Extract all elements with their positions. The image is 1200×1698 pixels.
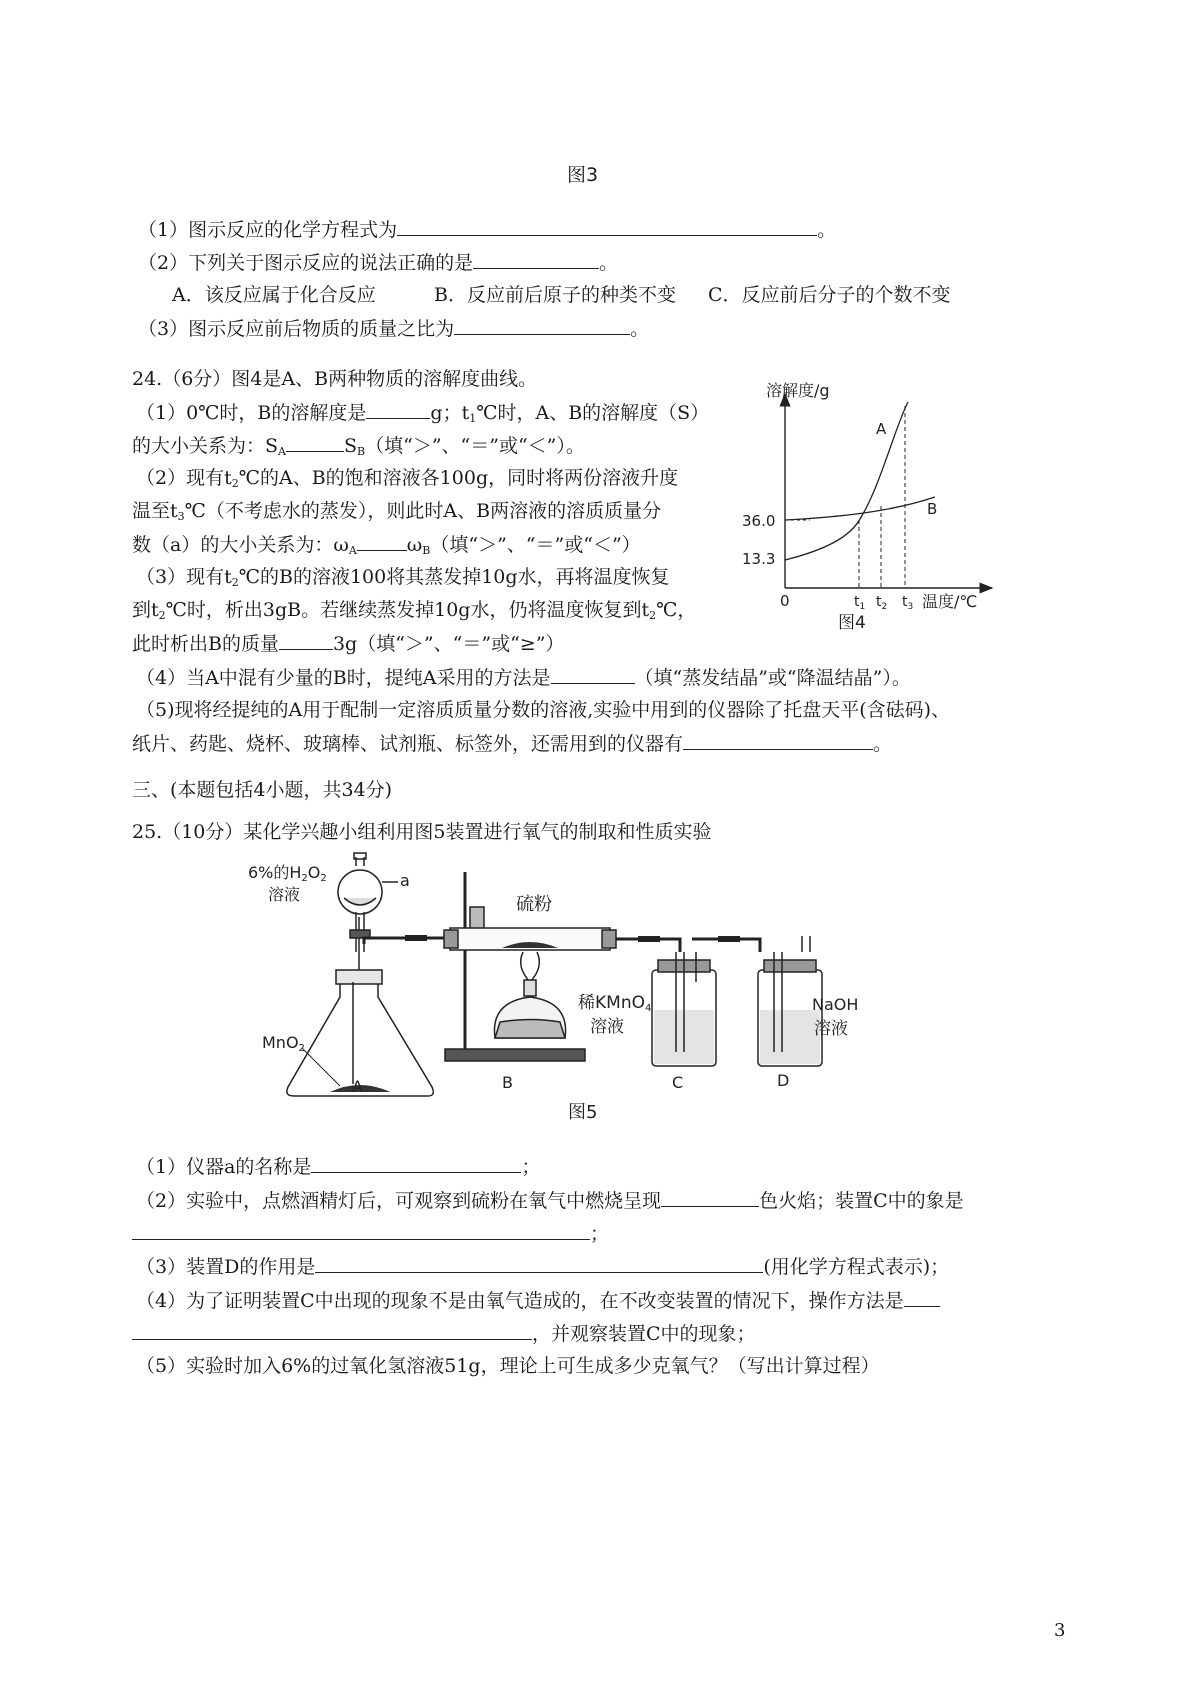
q24-line3-text: （2）现有t	[136, 467, 232, 489]
q24-line7-text-b: ℃时，析出3gB。若继续蒸发掉10g水，仍将温度恢复到t	[165, 599, 650, 621]
q25-part2-cont	[132, 1221, 609, 1246]
q24-line7-text-c: ℃，	[656, 599, 697, 621]
y-tick-13: 13.3	[742, 550, 776, 568]
page-number: 3	[1054, 1620, 1066, 1641]
erlenmeyer-flask-a	[287, 917, 433, 1096]
figure-5-apparatus	[240, 852, 880, 1132]
q23-part2	[138, 250, 618, 275]
q24-line6-text-b: ℃的B的溶液100将其蒸发掉10g水，再将温度恢复	[238, 566, 670, 588]
answer-blank[interactable]	[286, 433, 344, 452]
q24-line8-text-b: 3g（填“＞”、“＝”或“≥”）	[332, 633, 565, 655]
q24-line11	[132, 731, 892, 756]
curve-a	[785, 402, 908, 560]
q25-part1-text: （1）仪器a的名称是	[136, 1156, 312, 1178]
t3-label: $t_3$	[902, 594, 914, 612]
label-d-apparatus: D	[777, 1071, 790, 1090]
rubber-joint	[405, 935, 427, 941]
rubber-joint	[638, 936, 660, 942]
answer-blank[interactable]	[132, 1221, 590, 1240]
q24-line11-text: 纸片、药匙、烧杯、玻璃棒、试剂瓶、标签外，还需用到的仪器有	[132, 733, 684, 755]
q24-line1-text-c: ℃时，A、B的溶解度（S）	[476, 402, 710, 424]
figure-3-caption: 图3	[567, 164, 599, 186]
answer-blank[interactable]	[473, 250, 599, 269]
subscript: B	[422, 544, 431, 557]
curve-b	[785, 497, 938, 520]
q24-line8-text: 此时析出B的质量	[132, 633, 279, 655]
label-c-apparatus: C	[672, 1073, 684, 1092]
q25-part3-text: （3）装置D的作用是	[136, 1256, 316, 1278]
q24-line2-text-c: （填“＞”、“＝”或“＜”）。	[365, 435, 585, 457]
answer-blank[interactable]	[661, 1188, 759, 1207]
q25-part4	[136, 1288, 940, 1313]
mno2-pointer	[302, 1048, 340, 1086]
naoh-label: NaOH	[812, 995, 859, 1014]
figure-4-solubility-chart	[730, 372, 1020, 642]
h2o2-label-2: 溶液	[268, 885, 301, 904]
answer-blank[interactable]	[683, 731, 873, 750]
subscript: A	[348, 544, 357, 557]
y-tick-36: 36.0	[742, 512, 776, 530]
h2o2-label: 6%的H2O2	[248, 863, 327, 884]
q24-line9-text: （4）当A中混有少量的B时，提纯A采用的方法是	[136, 667, 551, 689]
naoh-label-2: 溶液	[814, 1019, 848, 1039]
q23-option-a: A．该反应属于化合反应	[172, 284, 376, 306]
y-axis-label: 溶解度/g	[766, 381, 830, 400]
q24-line2-text-b: S	[343, 435, 358, 457]
q25-part3	[136, 1254, 949, 1279]
q23-part3-text: （3）图示反应前后物质的质量之比为	[138, 318, 455, 340]
answer-blank[interactable]	[315, 1254, 763, 1273]
q24-line4-text-b: ℃（不考虑水的蒸发），则此时A、B两溶液的溶质质量分	[184, 500, 662, 522]
subscript: 3	[177, 510, 185, 523]
figure-4-caption: 图4	[838, 613, 866, 633]
q24-line7-text: 到t	[132, 599, 159, 621]
answer-blank[interactable]	[279, 631, 333, 650]
subscript: 2	[158, 609, 166, 622]
gas-bottle-c	[652, 952, 716, 1066]
kmno4-label-2: 溶液	[590, 1017, 624, 1037]
q24-line5-text-b: ω	[406, 534, 423, 556]
q25-part2-end: ；	[590, 1223, 610, 1245]
spirit-lamp	[494, 952, 565, 1038]
q25-part4-cont	[132, 1321, 756, 1346]
q24-line6	[136, 565, 670, 595]
q24-heading: 24.（6分）图4是A、B两种物质的溶解度曲线。	[132, 368, 538, 390]
q23-option-c: C．反应前后分子的个数不变	[708, 284, 951, 306]
answer-blank[interactable]	[397, 217, 817, 236]
q25-part3-end: (用化学方程式表示)；	[763, 1256, 950, 1278]
q24-line2-text: 的大小关系为：S	[132, 435, 279, 457]
q25-part2-text: （2）实验中，点燃酒精灯后，可观察到硫粉在氧气中燃烧呈现	[136, 1190, 662, 1212]
q23-part1-end: 。	[817, 219, 837, 241]
label-b-apparatus: B	[502, 1073, 513, 1092]
q24-line3-text-b: ℃的A、B的饱和溶液各100g，同时将两份溶液升度	[238, 467, 679, 489]
q24-line1-text: （1）0℃时，B的溶解度是	[136, 402, 367, 424]
answer-blank[interactable]	[551, 665, 635, 684]
q24-line10: （5)现将经提纯的A用于配制一定溶质质量分数的溶液,实验中用到的仪器除了托盘天平(含砝码)、	[136, 699, 951, 721]
q24-line5-text: 数（a）的大小关系为：ω	[132, 534, 349, 556]
section-3-heading: 三、(本题包括4小题，共34分)	[132, 779, 393, 801]
q25-part1-end: ；	[521, 1156, 541, 1178]
mno2-label: MnO2	[262, 1033, 305, 1054]
q23-part1	[138, 217, 836, 242]
q24-line9-text-b: （填“蒸发结晶”或“降温结晶”）。	[634, 667, 911, 689]
q24-line11-end: 。	[873, 733, 893, 755]
subscript: 2	[649, 609, 657, 622]
q23-part2-end: 。	[599, 252, 619, 274]
q25-part5: （5）实验时加入6%的过氧化氢溶液51g，理论上可生成多少克氧气？（写出计算过程）	[136, 1355, 880, 1377]
label-a: a	[400, 871, 410, 890]
label-a-apparatus: A	[352, 1077, 363, 1096]
subscript: A	[278, 445, 286, 458]
kmno4-label: 稀KMnO4	[578, 993, 652, 1014]
curve-a-label: A	[876, 420, 887, 438]
t1-label: $t_1$	[854, 594, 866, 612]
q24-line4	[132, 499, 661, 529]
subscript: 2	[231, 477, 239, 490]
q23-option-b: B．反应前后原子的种类不变	[434, 284, 676, 306]
q25-part4-end: ，并观察装置C中的现象；	[532, 1323, 756, 1345]
answer-blank[interactable]	[311, 1154, 521, 1173]
rubber-joint	[718, 936, 740, 942]
q24-line3	[136, 466, 678, 496]
q24-line2	[132, 433, 585, 464]
answer-blank[interactable]	[132, 1321, 532, 1340]
q25-part2-text-b: 色火焰；装置C中的象是	[759, 1190, 964, 1212]
x-axis-label: 温度/℃	[922, 592, 978, 611]
answer-blank[interactable]	[904, 1288, 940, 1307]
q25-part1	[136, 1154, 540, 1179]
t2-label: $t_2$	[876, 594, 888, 612]
q23-part1-text: （1）图示反应的化学方程式为	[138, 219, 398, 241]
q24-line5-text-c: （填“＞”、“＝”或“＜”）	[430, 534, 641, 556]
subscript: 2	[231, 576, 239, 589]
q25-part4-text: （4）为了证明装置C中出现的现象不是由氧气造成的，在不改变装置的情况下，操作方法是	[136, 1290, 904, 1312]
q24-line5	[132, 532, 641, 563]
subscript: 1	[469, 412, 477, 425]
q25-part2	[136, 1188, 964, 1213]
q23-part3-end: 。	[630, 318, 650, 340]
q24-line7	[132, 598, 696, 628]
q24-line8	[132, 631, 564, 656]
q24-line1	[136, 400, 709, 431]
q23-part2-text: （2）下列关于图示反应的说法正确的是	[138, 252, 474, 274]
subscript: B	[357, 445, 366, 458]
answer-blank[interactable]	[357, 532, 407, 551]
curve-b-label: B	[927, 500, 938, 518]
q24-line4-text: 温至t	[132, 500, 178, 522]
answer-blank[interactable]	[366, 400, 430, 419]
figure-5-caption: 图5	[568, 1102, 598, 1123]
answer-blank[interactable]	[454, 316, 630, 335]
q24-line1-text-b: g；t	[430, 402, 470, 424]
q24-line9	[136, 665, 911, 690]
q25-heading: 25.（10分）某化学兴趣小组利用图5装置进行氧气的制取和性质实验	[132, 821, 712, 843]
origin-label: 0	[780, 592, 790, 610]
q24-line6-text: （3）现有t	[136, 566, 232, 588]
sulfur-label: 硫粉	[516, 894, 552, 915]
q23-part3	[138, 316, 649, 341]
